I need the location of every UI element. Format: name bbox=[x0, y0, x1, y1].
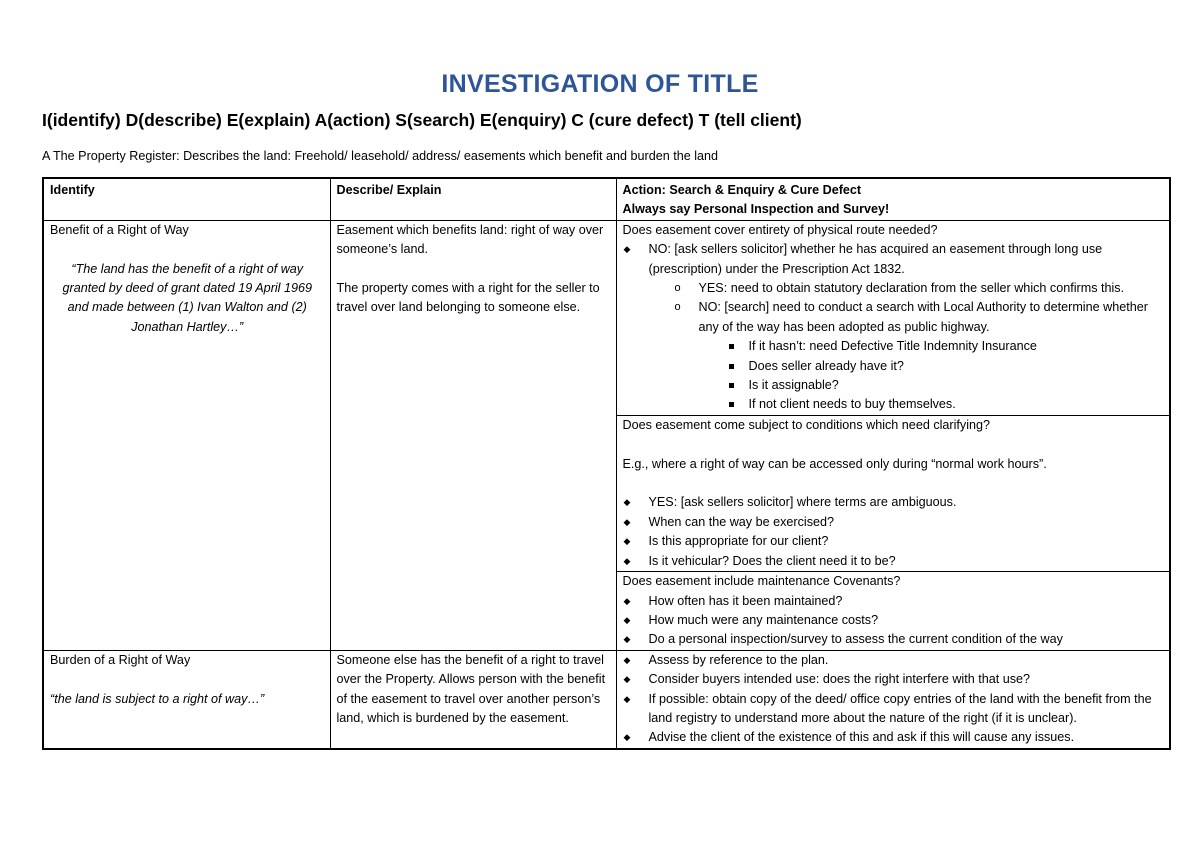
list-item: Does seller already have it? bbox=[623, 357, 1165, 376]
table-row-burden bbox=[43, 650, 1170, 749]
header-action bbox=[616, 178, 1170, 220]
burden-describe-cell bbox=[330, 650, 616, 749]
list-item: ◆ How often has it been maintained? bbox=[623, 592, 1165, 611]
conditions-list bbox=[623, 493, 1165, 571]
benefit-describe-p1: Easement which benefits land: right of way over someone’s land. bbox=[336, 222, 604, 257]
list-item: Is it assignable? bbox=[623, 376, 1165, 395]
burden-describe: Someone else has the benefit of a right to travel over the Property. Allows person with the benefit of the easement to travel over another person’s land, which is burdened by the easement. bbox=[336, 652, 606, 725]
list-item: ◆ How much were any maintenance costs? bbox=[623, 611, 1165, 630]
burden-identify-title: Burden of a Right of Way bbox=[50, 652, 191, 667]
list-item: ◆ If possible: obtain copy of the deed/ office copy entries of the land with the benefit from the land registry to understand more about the nature of the right (if it is unclear). bbox=[623, 690, 1165, 729]
list-item: ◆ NO: [ask sellers solicitor] whether he has acquired an easement through long use (prescription) under the Prescription Act 1832. bbox=[623, 240, 1165, 279]
benefit-identify-title: Benefit of a Right of Way bbox=[50, 222, 189, 237]
list-item: ◆ Is it vehicular? Does the client need it to be? bbox=[623, 552, 1165, 571]
list-item: If it hasn’t: need Defective Title Indemnity Insurance bbox=[623, 337, 1165, 356]
page-title: INVESTIGATION OF TITLE bbox=[441, 70, 759, 98]
conditions-example: E.g., where a right of way can be accessed only during “normal work hours”. bbox=[622, 456, 1047, 471]
route-list bbox=[623, 240, 1165, 415]
list-item: ◆ Advise the client of the existence of this and ask if this will cause any issues. bbox=[623, 728, 1165, 747]
header-action-line1: Action: Search & Enquiry & Cure Defect bbox=[622, 183, 862, 197]
conditions-action-cell bbox=[616, 415, 1170, 571]
property-register-intro: A The Property Register: Describes the land: Freehold/ leasehold/ address/ easements which benefit and burden the land bbox=[42, 149, 719, 163]
benefit-describe-p2: The property comes with a right for the seller to travel over land belonging to someone else. bbox=[336, 281, 600, 315]
header-describe: Describe/ Explain bbox=[330, 178, 616, 220]
maintenance-question: Does easement include maintenance Covenants? bbox=[622, 574, 901, 589]
conditions-question: Does easement come subject to conditions which need clarifying? bbox=[622, 417, 991, 432]
benefit-describe-cell bbox=[330, 220, 616, 650]
list-item: ◆ Consider buyers intended use: does the right interfere with that use? bbox=[623, 670, 1165, 689]
list-item: If not client needs to buy themselves. bbox=[623, 395, 1165, 414]
benefit-identify-cell bbox=[43, 220, 330, 650]
table-row-benefit-route bbox=[43, 220, 1170, 415]
mnemonic-subtitle: I(identify) D(describe) E(explain) A(action) S(search) E(enquiry) C (cure defect) T (tell client) bbox=[42, 110, 802, 130]
maintenance-list bbox=[623, 592, 1165, 650]
benefit-identify-quote: “The land has the benefit of a right of way granted by deed of grant dated 19 April 1969 and made between (1) Ivan Walton and (2) Jonathan Hartley…” bbox=[62, 261, 312, 334]
list-item: ◆ Is this appropriate for our client? bbox=[623, 532, 1165, 551]
burden-list bbox=[623, 651, 1165, 748]
burden-identify-cell bbox=[43, 650, 330, 749]
investigation-table bbox=[42, 177, 1171, 750]
burden-identify-quote: “the land is subject to a right of way…” bbox=[50, 691, 265, 706]
list-item: ◆ Do a personal inspection/survey to assess the current condition of the way bbox=[623, 630, 1165, 649]
list-item: o NO: [search] need to conduct a search with Local Authority to determine whether any of the way has been adopted as public highway. bbox=[623, 298, 1165, 337]
list-item: ◆ Assess by reference to the plan. bbox=[623, 651, 1165, 670]
maintenance-action-cell bbox=[616, 572, 1170, 651]
header-action-line2: Always say Personal Inspection and Survey! bbox=[622, 202, 890, 217]
burden-action-cell bbox=[616, 650, 1170, 749]
route-action-cell bbox=[616, 220, 1170, 415]
header-identify: Identify bbox=[43, 178, 330, 220]
table-header-row bbox=[43, 178, 1170, 220]
route-question: Does easement cover entirety of physical route needed? bbox=[622, 222, 938, 237]
list-item: ◆ When can the way be exercised? bbox=[623, 513, 1165, 532]
list-item: ◆ YES: [ask sellers solicitor] where terms are ambiguous. bbox=[623, 493, 1165, 512]
list-item: o YES: need to obtain statutory declaration from the seller which confirms this. bbox=[623, 279, 1165, 298]
